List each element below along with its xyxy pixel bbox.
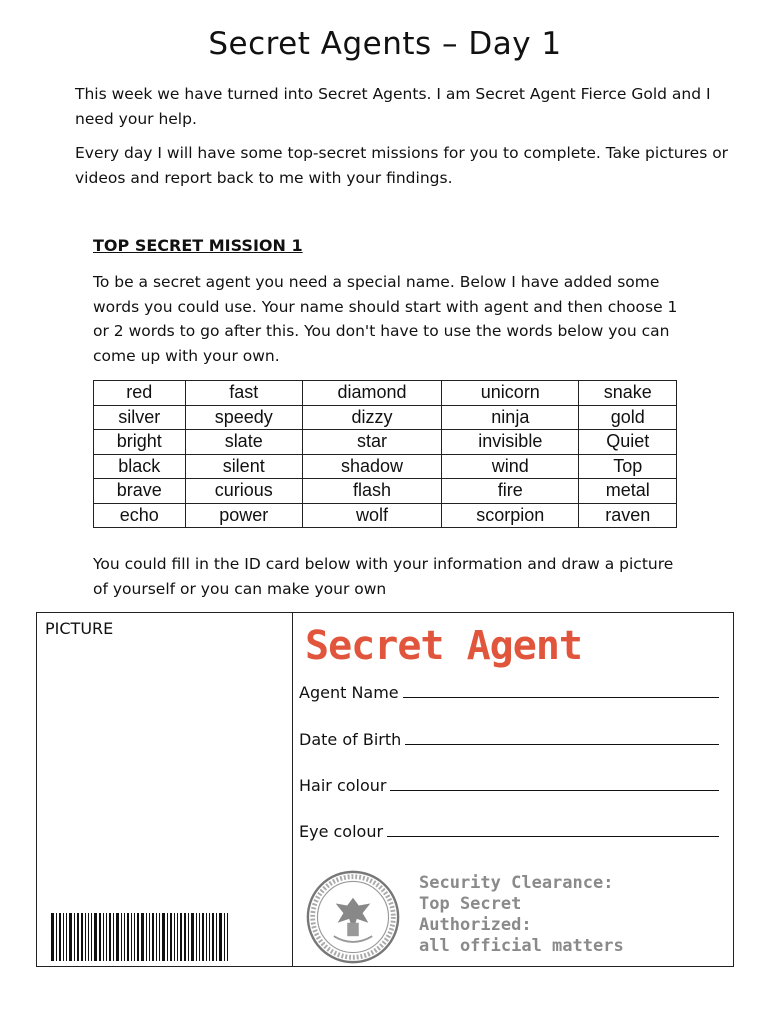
barcode-bar <box>162 913 165 961</box>
clearance-line: Authorized: <box>419 915 532 935</box>
word-cell: red <box>94 381 186 406</box>
department-seal-icon <box>305 869 401 965</box>
word-cell: unicorn <box>442 381 579 406</box>
word-cell: brave <box>94 479 186 504</box>
eye-colour-label: Eye colour <box>299 822 384 841</box>
agent-name-line[interactable] <box>403 696 719 698</box>
barcode-bar <box>109 913 111 961</box>
barcode-bar <box>199 913 200 961</box>
barcode-bar <box>131 913 132 961</box>
word-cell: speedy <box>185 405 302 430</box>
id-instructions: You could fill in the ID card below with your information and draw a picture of yourself or you can make your own <box>93 555 674 598</box>
barcode-bar <box>63 913 64 961</box>
word-cell: power <box>185 503 302 528</box>
barcode-bar <box>127 913 129 961</box>
intro-paragraph-2: Every day I will have some top-secret missions for you to complete. Take pictures or videos and report back to me with your findings. <box>75 144 729 187</box>
barcode-bar <box>149 913 150 961</box>
barcode-bar <box>81 913 83 961</box>
barcode-bar <box>227 913 228 961</box>
word-cell: dizzy <box>302 405 441 430</box>
barcode-bar <box>219 913 222 961</box>
table-row <box>94 503 677 528</box>
table-row <box>94 381 677 406</box>
word-cell: fast <box>185 381 302 406</box>
barcode-bar <box>56 913 57 961</box>
word-cell: star <box>302 430 441 455</box>
barcode-bar <box>216 913 217 961</box>
word-cell: wind <box>442 454 579 479</box>
table-row <box>94 405 677 430</box>
hair-colour-label: Hair colour <box>299 776 387 795</box>
barcode-bar <box>116 913 119 961</box>
barcode-bar <box>137 913 139 961</box>
barcode-bar <box>184 913 186 961</box>
picture-label: PICTURE <box>45 619 114 638</box>
page-title: Secret Agents – Day 1 <box>208 26 562 62</box>
barcode-bar <box>113 913 114 961</box>
date-of-birth-line[interactable] <box>405 743 719 745</box>
word-cell: silent <box>185 454 302 479</box>
word-cell: curious <box>185 479 302 504</box>
barcode-bar <box>146 913 147 961</box>
barcode-bar <box>191 913 194 961</box>
barcode-bar <box>177 913 178 961</box>
word-cell: metal <box>579 479 677 504</box>
table-row <box>94 430 677 455</box>
agent-name-label: Agent Name <box>299 683 399 702</box>
security-clearance <box>419 873 624 957</box>
barcode-bar <box>103 913 104 961</box>
barcode-bar <box>124 913 125 961</box>
word-cell: Top <box>579 454 677 479</box>
date-of-birth-label: Date of Birth <box>299 730 402 749</box>
barcode-bar <box>85 913 86 961</box>
barcode-bar <box>106 913 107 961</box>
date-of-birth-field[interactable] <box>299 730 719 749</box>
barcode-bar <box>134 913 135 961</box>
id-card <box>36 612 734 967</box>
barcode-bar <box>174 913 175 961</box>
word-cell: Quiet <box>579 430 677 455</box>
card-divider <box>292 613 293 966</box>
barcode-bar <box>77 913 79 961</box>
barcode-bar <box>59 913 61 961</box>
clearance-line: Top Secret <box>419 894 522 914</box>
barcode-bar <box>74 913 75 961</box>
word-cell: fire <box>442 479 579 504</box>
agent-name-field[interactable] <box>299 683 719 702</box>
barcode-bar <box>51 913 54 961</box>
barcode-bar <box>206 913 207 961</box>
hair-colour-line[interactable] <box>390 789 719 791</box>
barcode-bar <box>69 913 72 961</box>
barcode-bar <box>88 913 89 961</box>
intro-paragraph: This week we have turned into Secret Agents. I am Secret Agent Fierce Gold and I need your help. <box>75 85 711 128</box>
table-row <box>94 479 677 504</box>
barcode-bar <box>224 913 225 961</box>
word-cell: silver <box>94 405 186 430</box>
word-cell: bright <box>94 430 186 455</box>
barcode-bar <box>212 913 214 961</box>
barcode-bar <box>156 913 157 961</box>
hair-colour-field[interactable] <box>299 776 719 795</box>
word-table <box>93 380 677 528</box>
barcode-bar <box>167 913 168 961</box>
word-cell: invisible <box>442 430 579 455</box>
eye-colour-line[interactable] <box>387 835 719 837</box>
barcode-bar <box>141 913 144 961</box>
word-cell: scorpion <box>442 503 579 528</box>
table-row <box>94 454 677 479</box>
barcode-bar <box>180 913 182 961</box>
word-cell: shadow <box>302 454 441 479</box>
word-cell: gold <box>579 405 677 430</box>
barcode-bar <box>159 913 160 961</box>
barcode-bar <box>99 913 101 961</box>
word-cell: black <box>94 454 186 479</box>
word-cell: wolf <box>302 503 441 528</box>
barcode-icon <box>51 913 281 961</box>
word-cell: snake <box>579 381 677 406</box>
mission-description: To be a secret agent you need a special name. Below I have added some words you could use. Your name should start with agent and then choose 1 or 2 words to go after this. You don't have to use the words below you can come up with your own. <box>93 273 678 365</box>
barcode-bar <box>209 913 210 961</box>
barcode-bar <box>94 913 97 961</box>
word-cell: slate <box>185 430 302 455</box>
mission-heading: TOP SECRET MISSION 1 <box>93 236 303 255</box>
barcode-bar <box>188 913 189 961</box>
secret-agent-title: Secret Agent <box>305 623 582 669</box>
barcode-bar <box>152 913 154 961</box>
word-cell: raven <box>579 503 677 528</box>
word-cell: ninja <box>442 405 579 430</box>
word-cell: echo <box>94 503 186 528</box>
barcode-bar <box>170 913 172 961</box>
barcode-bar <box>196 913 197 961</box>
word-cell: flash <box>302 479 441 504</box>
word-cell: diamond <box>302 381 441 406</box>
barcode-bar <box>121 913 122 961</box>
eye-colour-field[interactable] <box>299 822 719 841</box>
clearance-line: all official matters <box>419 936 624 956</box>
barcode-bar <box>202 913 204 961</box>
clearance-line: Security Clearance: <box>419 873 614 893</box>
barcode-bar <box>91 913 92 961</box>
barcode-bar <box>66 913 67 961</box>
